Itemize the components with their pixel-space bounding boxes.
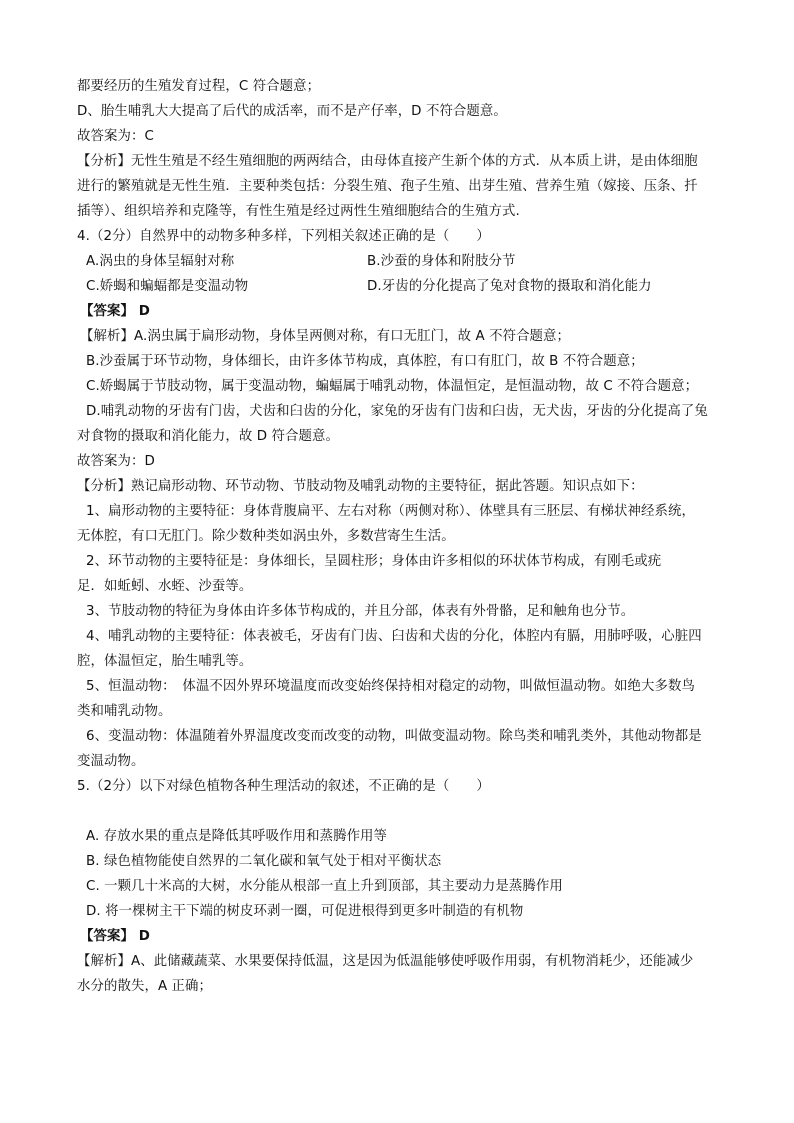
text-line: 变温动物。 [77, 754, 145, 769]
explanation-line: 水分的散失，A 正确； [77, 979, 213, 994]
text-line: 类和哺乳动物。 [77, 704, 172, 719]
text-line: 1、扁形动物的主要特征：身体背腹扁平、左右对称（两侧对称）、体壁具有三胚层、有梯状神经系统， [86, 504, 695, 519]
analysis-heading-line: 【分析】无性生殖是不经生殖细胞的两两结合，由母体直接产生新个体的方式．从本质上讲，是由体细胞 [77, 154, 698, 169]
option-a: A.涡虫的身体呈辐射对称 [86, 254, 235, 269]
analysis-heading-line: 【分析】熟记扁形动物、环节动物、节肢动物及哺乳动物的主要特征，据此答题。知识点如下： [77, 479, 644, 494]
text-line: 5、恒温动物： 体温不因外界环境温度而改变始终保持相对稳定的动物，叫做恒温动物。如绝大多数鸟 [86, 679, 695, 694]
text-line: 无体腔，有口无肛门。除少数种类如涡虫外，多数营寄生生活。 [77, 529, 455, 544]
text-line: D、胎生哺乳大大提高了后代的成活率，而不是产仔率，D 不符合题意。 [77, 104, 507, 119]
text-line: 2、环节动物的主要特征是：身体细长，呈圆柱形；身体由许多相似的环状体节构成，有刚毛或疣 [86, 554, 662, 569]
explanation-line: 【解析】A、此储藏蔬菜、水果要保持低温，这是因为低温能够使呼吸作用弱，有机物消耗少，还能减少 [77, 954, 694, 969]
option-c: C.娇蝎和蝙蝠都是变温动物 [86, 279, 249, 294]
option-b: B. 绿色植物能使自然界的二氧化碳和氧气处于相对平衡状态 [86, 854, 442, 869]
text-line: 6、变温动物：体温随着外界温度改变而改变的动物，叫做变温动物。除鸟类和哺乳类外，其他动物都是 [86, 729, 702, 744]
explanation-line: B.沙蚕属于环节动物，身体细长，由许多体节构成，真体腔，有口有肛门，故 B 不符合题意； [86, 354, 644, 369]
option-a: A. 存放水果的重点是降低其呼吸作用和蒸腾作用等 [86, 829, 388, 844]
text-line: 进行的繁殖就是无性生殖．主要种类包括：分裂生殖、孢子生殖、出芽生殖、营养生殖（嫁接、压条、扦 [77, 179, 698, 194]
option-d: D. 将一棵树主干下端的树皮环剥一圈，可促进根得到更多叶制造的有机物 [86, 904, 524, 919]
explanation-line: C.娇蝎属于节肢动物，属于变温动物，蝙蝠属于哺乳动物，体温恒定，是恒温动物，故 C 不符合题意； [86, 379, 699, 394]
answer-line: 【答案】 D [80, 304, 150, 319]
text-line: 4、哺乳动物的主要特征：体表被毛，牙齿有门齿、臼齿和犬齿的分化，体腔内有膈，用肺呼吸，心脏四 [86, 629, 702, 644]
explanation-line: D.哺乳动物的牙齿有门齿，犬齿和臼齿的分化，家兔的牙齿有门齿和臼齿，无犬齿，牙齿的分化提高了兔 [86, 404, 708, 419]
text-line: 故答案为：D [77, 454, 155, 469]
option-b: B.沙蚕的身体和附肢分节 [367, 254, 516, 269]
question-5-stem: 5.（2分）以下对绿色植物各种生理活动的叙述，不正确的是（ ） [77, 779, 490, 794]
text-line: 3、节肢动物的特征为身体由许多体节构成的，并且分部，体表有外骨骼，足和触角也分节。 [86, 604, 635, 619]
question-4-stem: 4.（2分）自然界中的动物多种多样，下列相关叙述正确的是（ ） [77, 229, 490, 244]
text-line: 都要经历的生殖发育过程，C 符合题意； [77, 79, 321, 94]
text-line: 故答案为：C [77, 129, 154, 144]
option-c: C. 一颗几十米高的大树，水分能从根部一直上升到顶部，其主要动力是蒸腾作用 [86, 879, 563, 894]
explanation-line: 【解析】A.涡虫属于扁形动物，身体呈两侧对称，有口无肛门，故 A 不符合题意； [80, 329, 571, 344]
text-line: 插等）、组织培养和克隆等，有性生殖是经过两性生殖细胞结合的生殖方式. [77, 204, 520, 219]
answer-line: 【答案】 D [80, 929, 150, 944]
option-d: D.牙齿的分化提高了兔对食物的摄取和消化能力 [367, 279, 652, 294]
text-line: 足．如蚯蚓、水蛭、沙蚕等。 [77, 579, 253, 594]
explanation-line: 对食物的摄取和消化能力，故 D 符合题意。 [77, 429, 339, 444]
text-line: 腔，体温恒定，胎生哺乳等。 [77, 654, 253, 669]
